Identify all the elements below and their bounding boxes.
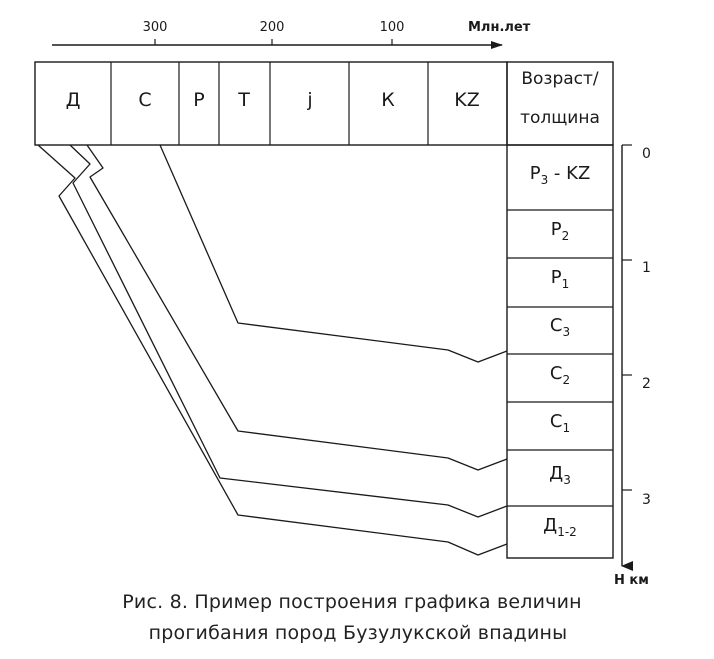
period-header-row [35,62,507,145]
figure-caption-line2: прогибания пород Бузулукской впадины [148,622,568,644]
stratum-label-c1: $С_1$ [549,411,571,435]
depth-tick-label-3: 3 [642,492,651,508]
time-tick-label-300: 300 [142,20,168,35]
time-axis-unit-label: Млн.лет [468,20,531,35]
period-header-frame [35,62,507,145]
stratum-label-c3: $С_3$ [549,315,571,339]
column-header-line2: толщина [520,108,600,128]
subsidence-curve-d3 [70,145,507,517]
depth-axis-unit-label: Н км [614,573,649,588]
time-axis [52,20,531,45]
period-label-cenozoic: KZ [454,89,480,111]
time-tick-label-200: 200 [259,20,285,35]
strata-column-frame [507,145,613,558]
depth-axis [614,145,651,588]
depth-tick-label-0: 0 [642,146,651,162]
stratum-label-c2: $С_2$ [549,363,571,387]
time-tick-label-100: 100 [379,20,405,35]
subsidence-curve-c3 [160,145,507,362]
period-label-triassic: Т [238,89,250,111]
stratum-label-p1: $P_1$ [550,267,570,291]
period-label-jurassic: j [307,89,313,111]
subsidence-curves [38,145,507,555]
period-label-permian: Р [193,89,205,111]
stratum-label-p3-kz: $P_3$ - KZ [529,163,591,187]
period-label-cretaceous: К [381,89,395,111]
figure-caption-line1: Рис. 8. Пример построения графика величин [122,591,582,613]
stratum-label-p2: $P_2$ [550,219,570,243]
subsidence-curve-d1-2 [38,145,507,555]
stratum-label-d1-2: $Д_{1-2}$ [543,515,577,539]
age-thickness-column [507,62,613,558]
column-header-line1: Возраст/ [521,69,599,89]
period-label-carboniferous: С [138,89,152,111]
subsidence-curve-c1 [87,145,507,470]
stratum-label-d3: $Д_3$ [549,463,571,487]
period-label-devonian: Д [65,89,81,111]
depth-tick-label-2: 2 [642,376,651,392]
depth-tick-label-1: 1 [642,260,651,276]
